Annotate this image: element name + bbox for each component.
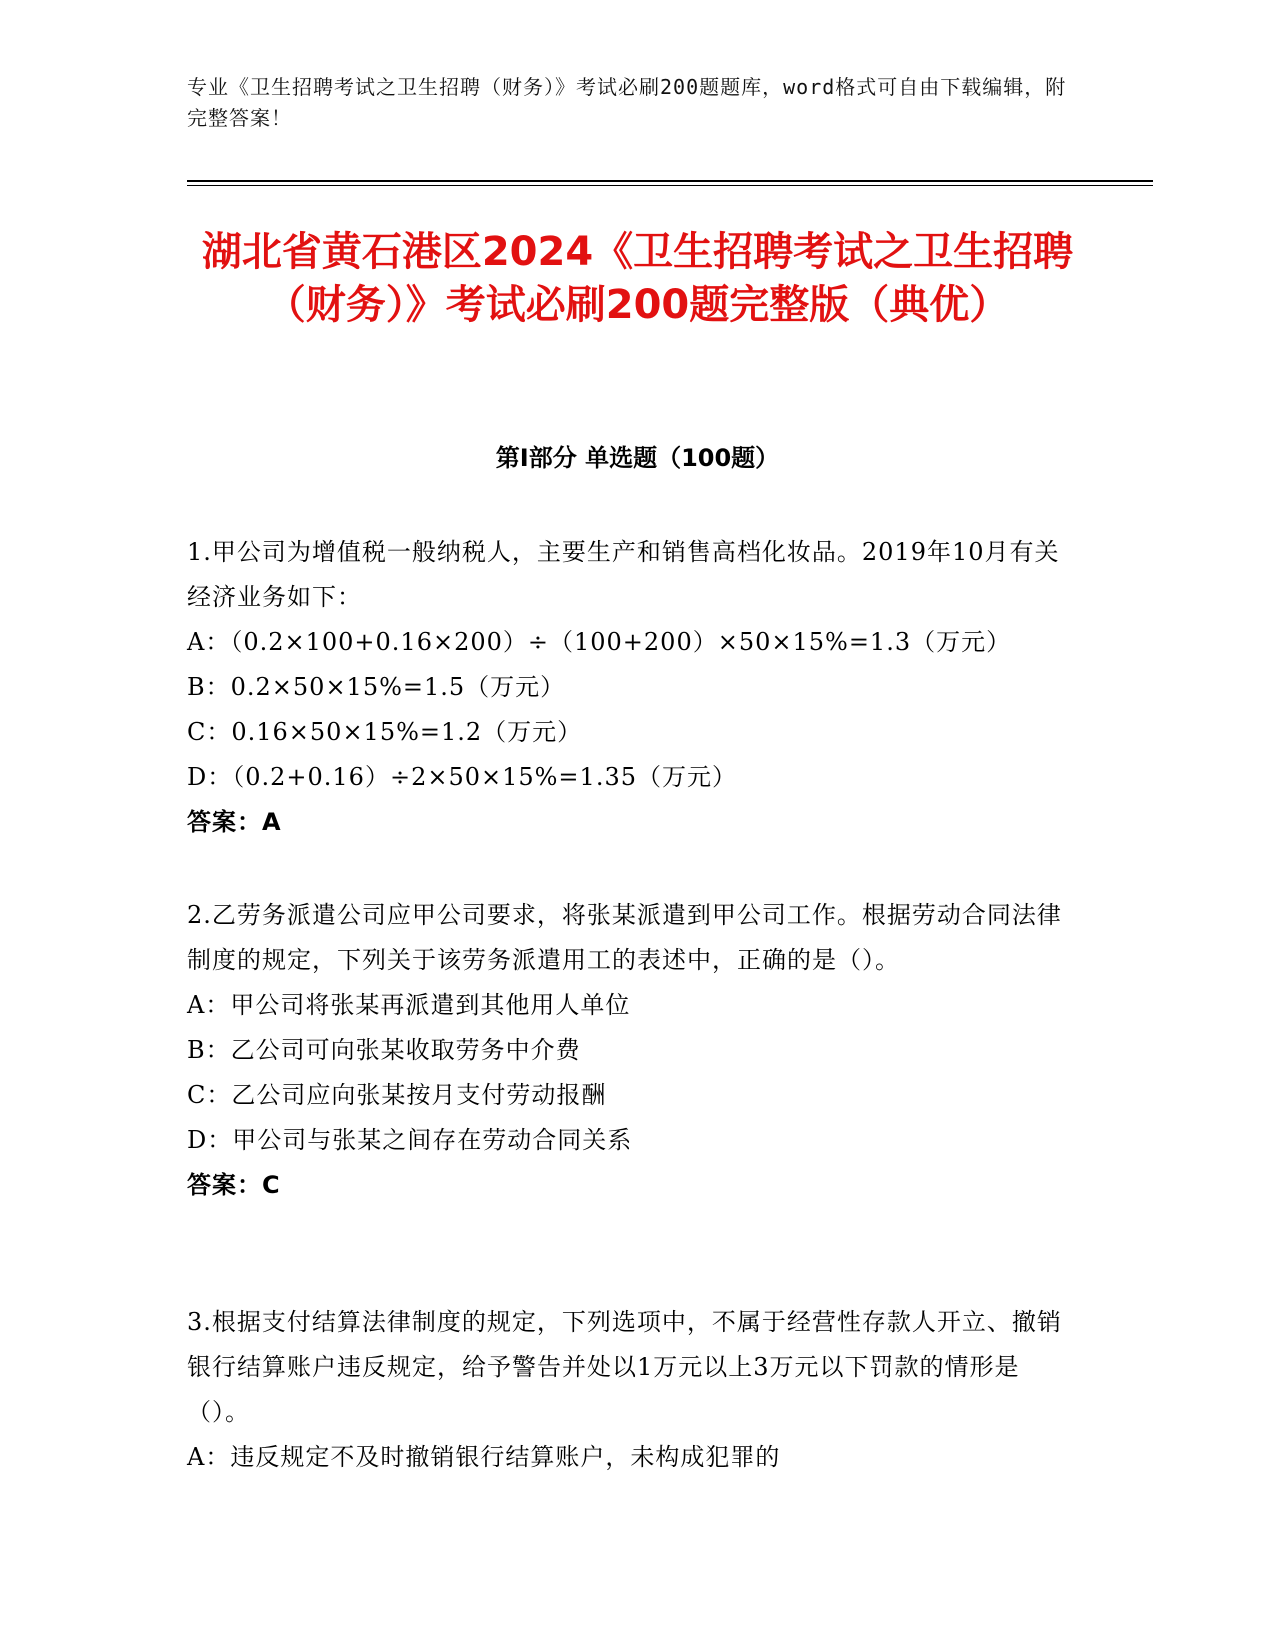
- section-heading: 第Ⅰ部分 单选题（100题）: [495, 444, 780, 472]
- question-stem: 3.根据支付结算法律制度的规定，下列选项中，不属于经营性存款人开立、撤销银行结算账户违反规定，给予警告并处以1万元以上3万元以下罚款的情形是（）。: [187, 1308, 1062, 1426]
- header-divider-thick: [187, 180, 1153, 182]
- answer-line: 答案：C: [187, 1171, 281, 1199]
- header-divider-thin: [187, 185, 1153, 186]
- option-a: A：违反规定不及时撤销银行结算账户，未构成犯罪的: [187, 1443, 781, 1471]
- option-c: C：0.16×50×15%=1.2（万元）: [187, 718, 583, 746]
- option-b: B：乙公司可向张某收取劳务中介费: [187, 1036, 581, 1064]
- question-1: [187, 530, 1067, 845]
- option-b: B：0.2×50×15%=1.5（万元）: [187, 673, 566, 701]
- answer-line: 答案：A: [187, 808, 282, 836]
- question-stem: 1.甲公司为增值税一般纳税人，主要生产和销售高档化妆品。2019年10月有关经济业务如下：: [187, 538, 1060, 611]
- document-title: 湖北省黄石港区2024《卫生招聘考试之卫生招聘（财务）》考试必刷200题完整版（典优）: [201, 229, 1074, 328]
- question-2: [187, 893, 1067, 1208]
- header-note: 专业《卫生招聘考试之卫生招聘（财务）》考试必刷200题题库，word格式可自由下载编辑，附完整答案！: [187, 75, 1067, 130]
- option-d: D：（0.2+0.16）÷2×50×15%=1.35（万元）: [187, 763, 737, 791]
- option-d: D：甲公司与张某之间存在劳动合同关系: [187, 1126, 633, 1154]
- question-stem: 2.乙劳务派遣公司应甲公司要求，将张某派遣到甲公司工作。根据劳动合同法律制度的规定，下列关于该劳务派遣用工的表述中，正确的是（）。: [187, 901, 1062, 974]
- option-a: A：甲公司将张某再派遣到其他用人单位: [187, 991, 631, 1019]
- option-a: A：（0.2×100+0.16×200）÷（100+200）×50×15%=1.3（万元）: [187, 628, 1012, 656]
- option-c: C：乙公司应向张某按月支付劳动报酬: [187, 1081, 607, 1109]
- question-3: [187, 1300, 1067, 1480]
